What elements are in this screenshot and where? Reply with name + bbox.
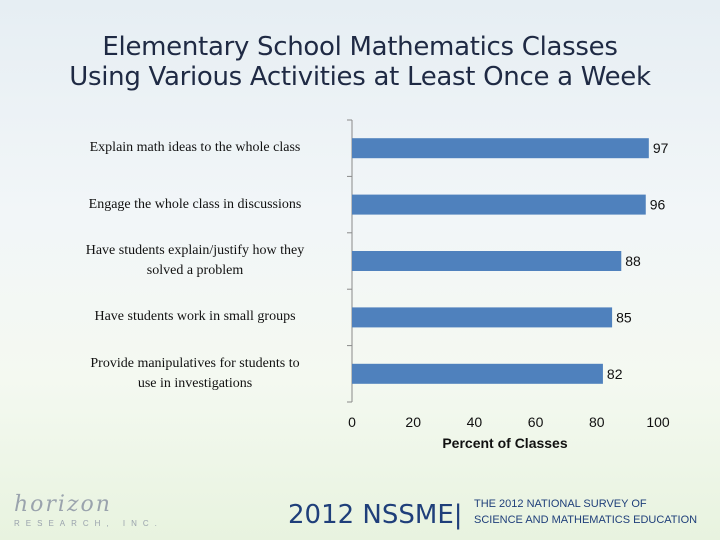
x-axis-title: Percent of Classes xyxy=(442,435,568,451)
category-label-line: Provide manipulatives for students to xyxy=(90,355,300,371)
category-label xyxy=(45,241,345,281)
horizon-logo xyxy=(14,492,163,528)
category-label xyxy=(45,307,345,327)
chart-title-line-1: Elementary School Mathematics Classes xyxy=(102,32,618,62)
category-label xyxy=(45,354,345,394)
category-label xyxy=(45,138,345,158)
x-tick-label: 0 xyxy=(348,414,356,430)
bar xyxy=(352,307,612,327)
bar xyxy=(352,364,603,384)
category-label-line: Have students work in small groups xyxy=(94,309,296,325)
category-label xyxy=(45,195,345,215)
x-tick-label: 100 xyxy=(646,414,670,430)
survey-year-label: 2012 NSSME| xyxy=(288,500,463,530)
bar xyxy=(352,251,621,271)
data-label: 82 xyxy=(606,365,623,382)
x-tick-label: 60 xyxy=(527,414,544,430)
bar xyxy=(352,138,649,158)
chart-title-line-2: Using Various Activities at Least Once a Week xyxy=(69,62,651,92)
survey-name-line-2: SCIENCE AND MATHEMATICS EDUCATION xyxy=(474,514,698,526)
category-label-line: Have students explain/justify how they xyxy=(85,243,305,258)
category-label-line: solved a problem xyxy=(146,263,244,278)
data-label: 85 xyxy=(616,309,632,326)
bar xyxy=(352,195,646,215)
x-tick-label: 80 xyxy=(589,414,605,430)
logo-script-text: horizon xyxy=(14,492,112,517)
data-label: 96 xyxy=(649,196,666,213)
logo-subtitle: RESEARCH, INC. xyxy=(14,519,163,528)
x-tick-label: 20 xyxy=(405,414,421,430)
data-label: 97 xyxy=(652,140,669,157)
x-tick-label: 40 xyxy=(466,414,483,430)
survey-name xyxy=(474,496,697,528)
category-label-line: Explain math ideas to the whole class xyxy=(89,140,301,156)
data-label: 88 xyxy=(625,253,641,269)
survey-name-line-1: THE 2012 NATIONAL SURVEY OF xyxy=(474,498,647,510)
category-label-line: Engage the whole class in discussions xyxy=(88,196,302,212)
category-label-line: use in investigations xyxy=(137,375,253,391)
